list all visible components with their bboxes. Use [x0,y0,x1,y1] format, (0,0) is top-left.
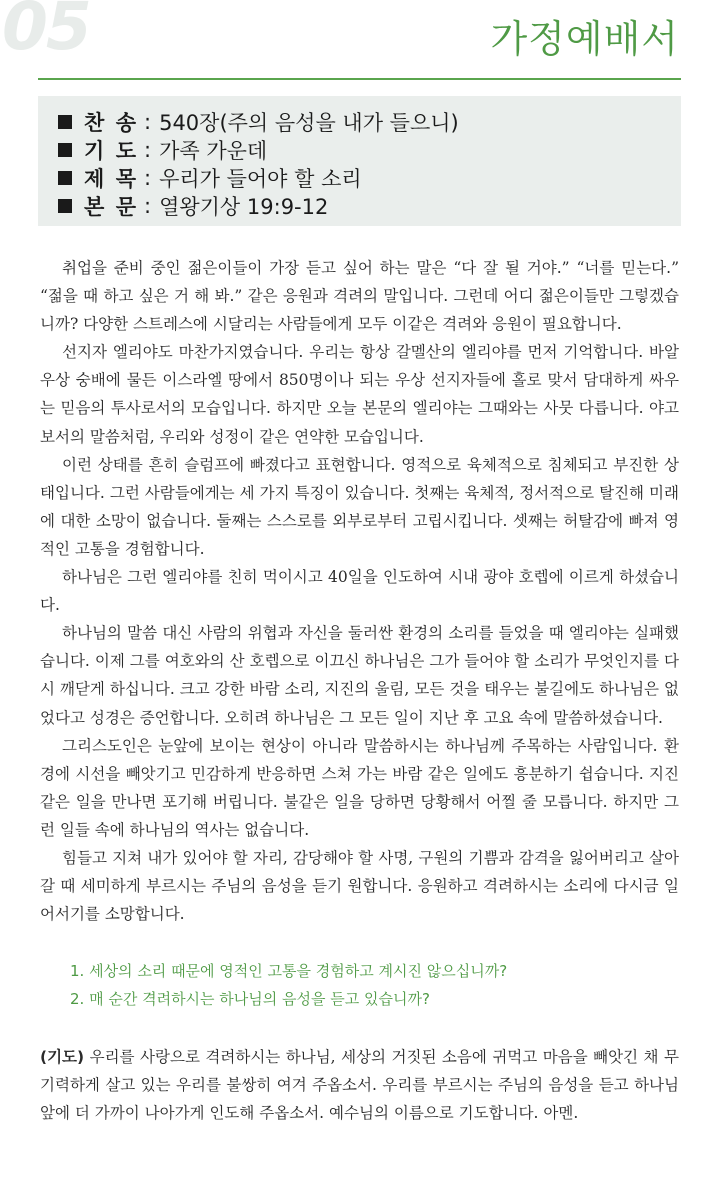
info-colon: : [144,110,152,134]
sermon-body [40,254,679,928]
info-value-subject: 우리가 들어야 할 소리 [159,167,362,191]
paragraph: 힘들고 지쳐 내가 있어야 할 자리, 감당해야 할 사명, 구원의 기쁨과 감격을 잃어버리고 살아갈 때 세미하게 부르시는 주님의 음성을 듣기 원합니다. 응원하고 격려하시는 소리에 다시금 일어서기를 소망합니다. [40,848,679,924]
info-colon: : [144,194,152,218]
square-bullet-icon [58,115,72,129]
info-colon: : [144,138,152,162]
paragraph: 이런 상태를 흔히 슬럼프에 빠졌다고 표현합니다. 영적으로 육체적으로 침체되고 부진한 상태입니다. 그런 사람들에게는 세 가지 특징이 있습니다. 첫째는 육체적, 정서적으로 탈진해 미래에 대한 소망이 없습니다. 둘째는 스스로를 외부로부터 고립시킵니다. 셋째는 허탈감에 빠져 영적인 고통을 경험합니다. [40,455,679,558]
info-row-prayer [58,136,267,164]
info-value-scripture: 열왕기상 19:9-12 [159,195,329,219]
info-row-scripture [58,192,328,220]
square-bullet-icon [58,199,72,213]
page-title: 가정예배서 [490,17,679,61]
info-value-prayer: 가족 가운데 [159,139,268,163]
info-colon: : [144,166,152,190]
info-label: 찬 송 [84,111,136,135]
question-item: 1. 세상의 소리 때문에 영적인 고통을 경험하고 계시진 않으십니까? [70,962,508,980]
square-bullet-icon [58,171,72,185]
prayer-text: 우리를 사랑으로 격려하시는 하나님, 세상의 거짓된 소음에 귀먹고 마음을 빼앗긴 채 무기력하게 살고 있는 우리를 불쌍히 여겨 주옵소서. 우리를 부르시는 주님의 음성을 듣고 하나님 앞에 더 가까이 나아가게 인도해 주옵소서. 예수님의 이름으로 기도합니다. 아멘. [40,1048,679,1122]
square-bullet-icon [58,143,72,157]
info-label: 본 문 [84,195,136,219]
closing-prayer [40,1043,679,1127]
page-number: 05 [2,0,90,65]
paragraph: 그리스도인은 눈앞에 보이는 현상이 아니라 말씀하시는 하나님께 주목하는 사람입니다. 환경에 시선을 빼앗기고 민감하게 반응하면 스쳐 가는 바람 같은 일에도 흥분하기 쉽습니다. 지진 같은 일을 만나면 포기해 버립니다. 불같은 일을 당하면 당황해서 어찔 줄 모릅니다. 하지만 그런 일들 속에 하나님의 역사는 없습니다. [40,736,679,839]
info-label: 제 목 [84,167,136,191]
info-value-hymn: 540장(주의 음성을 내가 들으니) [159,111,459,135]
info-row-hymn [58,108,459,136]
paragraph: 취업을 준비 중인 젊은이들이 가장 듣고 싶어 하는 말은 “다 잘 될 거야.” “너를 믿는다.” “젊을 때 하고 싶은 거 해 봐.” 같은 응원과 격려의 말입니다. 그런데 어디 젊은이들만 그렇겠습니까? 다양한 스트레스에 시달리는 사람들에게 모두 이같은 격려와 응원이 필요합니다. [40,259,679,334]
info-label: 기 도 [84,139,136,163]
prayer-label: (기도) [40,1048,85,1066]
paragraph: 하나님의 말씀 대신 사람의 위협과 자신을 둘러싼 환경의 소리를 들었을 때 엘리야는 실패했습니다. 이제 그를 여호와의 산 호렙으로 이끄신 하나님은 그가 들어야 할 소리가 무엇인지를 다시 깨닫게 하십니다. 크고 강한 바람 소리, 지진의 울림, 모든 것을 태우는 불길에도 하나님은 없었다고 성경은 증언합니다. 오히려 하나님은 그 모든 일이 지난 후 고요 속에 말씀하셨습니다. [40,624,679,727]
paragraph: 선지자 엘리야도 마찬가지였습니다. 우리는 항상 갈멜산의 엘리야를 먼저 기억합니다. 바알 우상 숭배에 물든 이스라엘 땅에서 850명이나 되는 우상 선지자들에 홀로 맞서 담대하게 싸우는 믿음의 투사로서의 모습입니다. 하지만 오늘 본문의 엘리야는 그때와는 사뭇 다릅니다. 야고보서의 말씀처럼, 우리와 성정이 같은 연약한 모습입니다. [40,343,679,446]
title-divider [38,78,681,80]
paragraph: 하나님은 그런 엘리야를 친히 먹이시고 40일을 인도하여 시내 광야 호렙에 이르게 하셨습니다. [40,568,679,615]
info-row-subject [58,164,362,192]
worship-info-box [38,96,681,226]
reflection-questions [70,957,507,1013]
question-item: 2. 매 순간 격려하시는 하나님의 음성을 듣고 있습니까? [70,990,430,1008]
